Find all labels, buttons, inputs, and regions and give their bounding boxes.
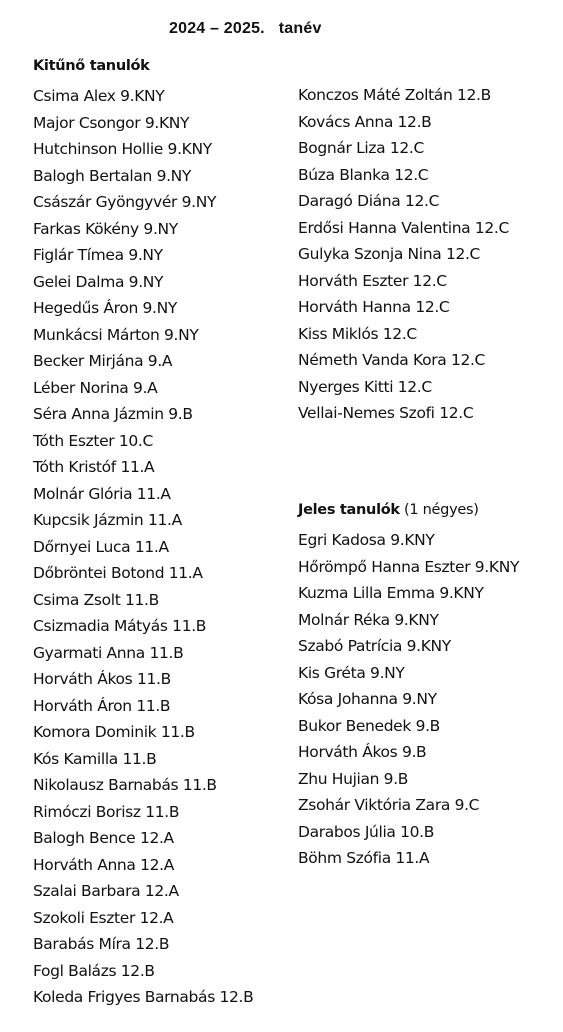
student-name: Nikolausz Barnabás 11.B xyxy=(33,776,217,794)
student-name: Hutchinson Hollie 9.KNY xyxy=(33,140,212,158)
student-name: Molnár Glória 11.A xyxy=(33,484,171,503)
student-name: Koleda Frigyes Barnabás 12.B xyxy=(33,988,254,1006)
kituno-list-left xyxy=(33,83,253,1011)
jeles-heading-label: Jeles tanulók xyxy=(298,502,400,518)
student-name: Gelei Dalma 9.NY xyxy=(33,272,164,291)
student-name: Figlár Tímea 9.NY xyxy=(33,246,163,264)
student-name: Balogh Bertalan 9.NY xyxy=(33,166,192,185)
student-name: Kuzma Lilla Emma 9.KNY xyxy=(298,584,484,602)
student-name: Gyarmati Anna 11.B xyxy=(33,643,184,662)
jeles-heading-note: (1 négyes) xyxy=(399,502,479,518)
student-name: Major Csongor 9.KNY xyxy=(33,113,190,132)
student-name: Kiss Miklós 12.C xyxy=(298,324,417,343)
student-name: Bognár Liza 12.C xyxy=(298,139,424,157)
student-name: Kós Kamilla 11.B xyxy=(33,749,157,768)
student-name: Darabos Júlia 10.B xyxy=(298,822,435,841)
student-name: Tóth Kristóf 11.A xyxy=(33,458,155,476)
student-name: Csizmadia Mátyás 11.B xyxy=(33,617,207,635)
student-name: Konczos Máté Zoltán 12.B xyxy=(298,86,491,104)
student-name: Szalai Barbara 12.A xyxy=(33,882,179,900)
student-name: Horváth Áron 11.B xyxy=(33,696,171,715)
student-name: Hőrömpő Hanna Eszter 9.KNY xyxy=(298,557,520,576)
student-name: Csima Zsolt 11.B xyxy=(33,590,159,609)
student-name: Erdősi Hanna Valentina 12.C xyxy=(298,218,509,237)
student-name: Molnár Réka 9.KNY xyxy=(298,610,439,629)
page-title: 2024 – 2025. tanév xyxy=(169,20,322,37)
student-name: Kósa Johanna 9.NY xyxy=(298,690,437,708)
student-name: Horváth Ákos 11.B xyxy=(33,670,171,688)
student-name: Hegedűs Áron 9.NY xyxy=(33,299,178,317)
student-name: Farkas Kökény 9.NY xyxy=(33,219,178,238)
student-name: Szabó Patrícia 9.KNY xyxy=(298,637,451,655)
student-name: Vellai-Nemes Szofi 12.C xyxy=(298,404,474,422)
student-name: Fogl Balázs 12.B xyxy=(33,961,155,980)
jeles-heading xyxy=(298,502,479,518)
student-name: Séra Anna Jázmin 9.B xyxy=(33,405,193,423)
student-name: Böhm Szófia 11.A xyxy=(298,849,430,867)
student-name: Csima Alex 9.KNY xyxy=(33,87,165,105)
student-name: Németh Vanda Kora 12.C xyxy=(298,351,486,369)
jeles-list xyxy=(298,527,519,872)
student-name: Gulyka Szonja Nina 12.C xyxy=(298,245,481,263)
student-name: Horváth Hanna 12.C xyxy=(298,298,450,316)
student-name: Dőbröntei Botond 11.A xyxy=(33,564,203,582)
student-name: Horváth Eszter 12.C xyxy=(298,271,447,290)
student-name: Kupcsik Jázmin 11.A xyxy=(33,511,182,529)
student-name: Kis Gréta 9.NY xyxy=(298,663,405,682)
student-name: Becker Mirjána 9.A xyxy=(33,352,173,370)
student-name: Tóth Eszter 10.C xyxy=(33,431,153,450)
student-name: Zhu Hujian 9.B xyxy=(298,769,409,788)
student-name: Rimóczi Borisz 11.B xyxy=(33,802,180,821)
student-name: Balogh Bence 12.A xyxy=(33,829,174,847)
student-name: Szokoli Eszter 12.A xyxy=(33,908,174,927)
kituno-list-right xyxy=(298,82,509,427)
student-name: Horváth Anna 12.A xyxy=(33,855,174,874)
student-name: Dőrnyei Luca 11.A xyxy=(33,537,169,556)
student-name: Léber Norina 9.A xyxy=(33,378,158,397)
student-name: Búza Blanka 12.C xyxy=(298,165,429,184)
kituno-heading xyxy=(33,58,150,74)
student-name: Munkácsi Márton 9.NY xyxy=(33,325,199,344)
student-name: Komora Dominik 11.B xyxy=(33,723,195,741)
student-name: Császár Gyöngyvér 9.NY xyxy=(33,193,217,211)
kituno-heading-label: Kitűnő tanulók xyxy=(33,58,150,74)
student-name: Horváth Ákos 9.B xyxy=(298,743,427,761)
student-name: Egri Kadosa 9.KNY xyxy=(298,531,435,549)
student-name: Barabás Míra 12.B xyxy=(33,935,170,953)
student-name: Kovács Anna 12.B xyxy=(298,112,432,131)
student-name: Daragó Diána 12.C xyxy=(298,192,440,210)
student-name: Bukor Benedek 9.B xyxy=(298,716,440,735)
student-name: Nyerges Kitti 12.C xyxy=(298,377,432,396)
student-name: Zsohár Viktória Zara 9.C xyxy=(298,796,480,814)
